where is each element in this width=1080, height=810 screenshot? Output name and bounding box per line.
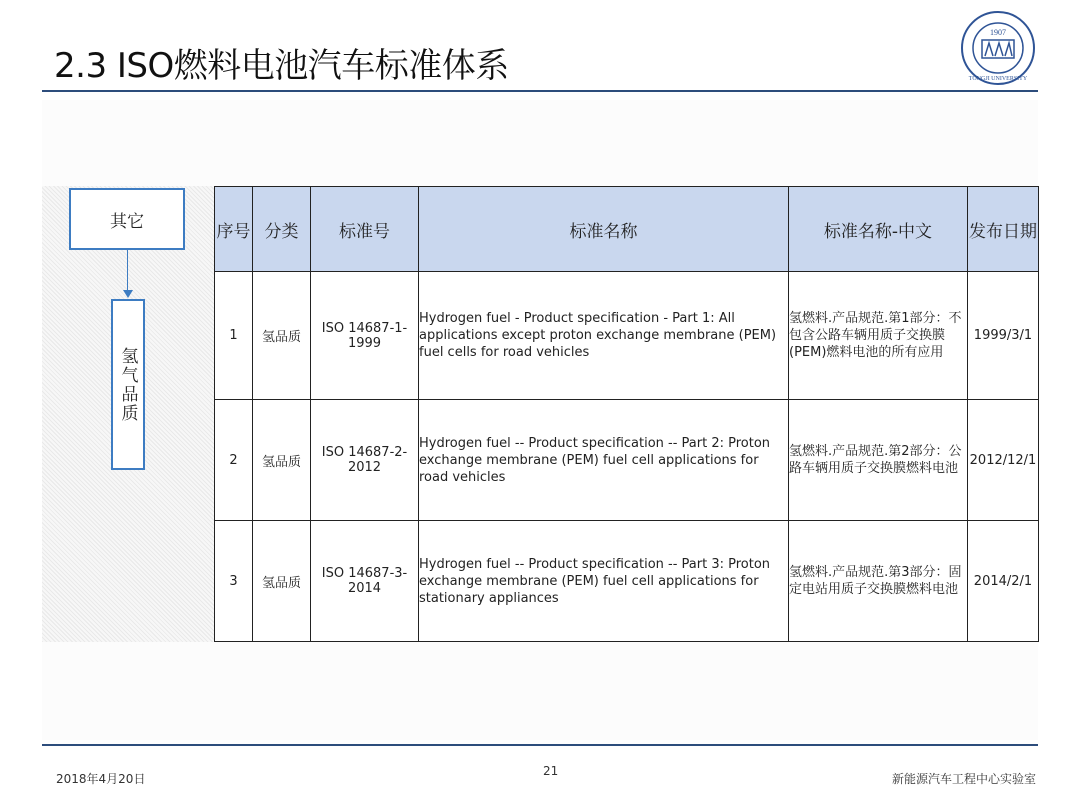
cell-name-en: Hydrogen fuel -- Product specification -- Part 3: Proton exchange membrane (PEM) fuel cell applications for stationary appliances	[419, 521, 789, 642]
logo-text: TONGJI UNIVERSITY	[968, 76, 1028, 82]
cell-category: 氢品质	[253, 521, 311, 642]
cell-no: 1	[215, 272, 253, 400]
footer-date: 2018年4月20日	[56, 772, 146, 786]
header-category: 分类	[253, 187, 311, 272]
connector-line	[127, 250, 128, 292]
table-row	[215, 521, 1039, 642]
table-row	[215, 272, 1039, 400]
page-title: 2.3 ISO燃料电池汽车标准体系	[54, 46, 509, 86]
cell-no: 2	[215, 400, 253, 521]
university-logo	[960, 10, 1036, 86]
arrow-down-icon	[123, 290, 133, 298]
footer-organization: 新能源汽车工程中心实验室	[891, 772, 1036, 786]
cell-standard-id: ISO 14687-1-1999	[311, 272, 419, 400]
subcategory-label: 氢气品质	[117, 346, 138, 423]
table-header-row	[215, 187, 1039, 272]
cell-standard-id: ISO 14687-2-2012	[311, 400, 419, 521]
logo-year: 1907	[990, 28, 1006, 37]
cell-date: 1999/3/1	[968, 272, 1039, 400]
subcategory-box-hydrogen-quality	[111, 299, 145, 470]
cell-no: 3	[215, 521, 253, 642]
header-no: 序号	[215, 187, 253, 272]
cell-name-cn: 氢燃料.产品规范.第3部分：固定电站用质子交换膜燃料电池	[789, 521, 968, 642]
header-date: 发布日期	[968, 187, 1039, 272]
header-name-en: 标准名称	[419, 187, 789, 272]
header-standard-id: 标准号	[311, 187, 419, 272]
cell-name-cn: 氢燃料.产品规范.第1部分：不包含公路车辆用质子交换膜(PEM)燃料电池的所有应用	[789, 272, 968, 400]
footer-divider	[42, 744, 1038, 746]
cell-category: 氢品质	[253, 400, 311, 521]
cell-name-en: Hydrogen fuel - Product specification - Part 1: All applications except proton exchange membrane (PEM) fuel cells for road vehicles	[419, 272, 789, 400]
table-row	[215, 400, 1039, 521]
category-box-other: 其它	[69, 188, 185, 250]
cell-date: 2014/2/1	[968, 521, 1039, 642]
page-number: 21	[543, 764, 559, 778]
cell-category: 氢品质	[253, 272, 311, 400]
header-divider	[42, 90, 1038, 92]
cell-date: 2012/12/1	[968, 400, 1039, 521]
standards-table	[214, 186, 1039, 642]
cell-name-cn: 氢燃料.产品规范.第2部分：公路车辆用质子交换膜燃料电池	[789, 400, 968, 521]
cell-name-en: Hydrogen fuel -- Product specification -- Part 2: Proton exchange membrane (PEM) fuel cell applications for road vehicles	[419, 400, 789, 521]
header-name-cn: 标准名称-中文	[789, 187, 968, 272]
cell-standard-id: ISO 14687-3-2014	[311, 521, 419, 642]
